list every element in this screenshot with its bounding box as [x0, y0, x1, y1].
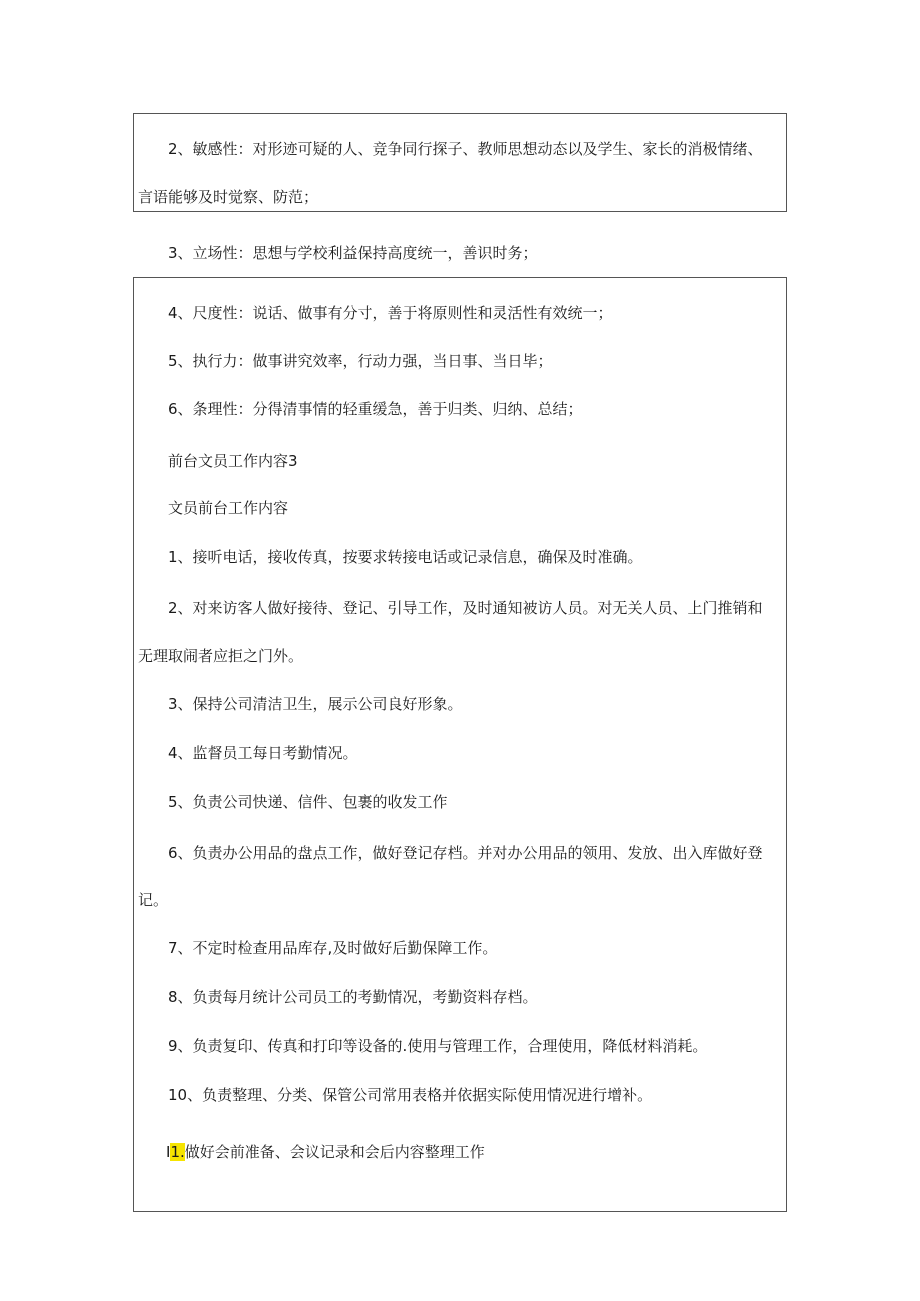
duty-9: 9、负责复印、传真和打印等设备的.使用与管理工作，合理使用，降低材料消耗。 — [168, 1037, 708, 1055]
duty-5: 5、负责公司快递、信件、包裹的收发工作 — [168, 793, 448, 811]
duty-8: 8、负责每月统计公司员工的考勤情况，考勤资料存档。 — [168, 988, 538, 1006]
duty-2-line1: 2、对来访客人做好接待、登记、引导工作，及时通知被访人员。对无关人员、上门推销和 — [168, 599, 763, 617]
duty-2-line2: 无理取闹者应拒之门外。 — [138, 647, 304, 665]
duty-6-line2: 记。 — [138, 891, 169, 909]
duty-11 — [166, 1142, 485, 1162]
paragraph-stance: 3、立场性：思想与学校利益保持高度统一，善识时务； — [168, 244, 538, 262]
paragraph-sensitivity-line1: 2、敏感性：对形迹可疑的人、竞争同行探子、教师思想动态以及学生、家长的消极情绪、 — [168, 140, 763, 158]
section-heading-2: 文员前台工作内容 — [168, 499, 289, 517]
duty-11-text: 做好会前准备、会议记录和会后内容整理工作 — [184, 1143, 485, 1161]
duty-1: 1、接听电话，接收传真，按要求转接电话或记录信息，确保及时准确。 — [168, 548, 643, 566]
duty-4: 4、监督员工每日考勤情况。 — [168, 744, 358, 762]
duty-7: 7、不定时检查用品库存,及时做好后勤保障工作。 — [168, 939, 498, 957]
paragraph-item-4: 4、尺度性：说话、做事有分寸，善于将原则性和灵活性有效统一； — [168, 304, 613, 322]
duty-6-line1: 6、负责办公用品的盘点工作，做好登记存档。并对办公用品的领用、发放、出入库做好登 — [168, 844, 763, 862]
duty-3: 3、保持公司清洁卫生，展示公司良好形象。 — [168, 695, 463, 713]
section-heading-1: 前台文员工作内容3 — [168, 452, 298, 470]
paragraph-sensitivity-line2: 言语能够及时觉察、防范； — [138, 188, 319, 206]
duty-10: 10、负责整理、分类、保管公司常用表格并依据实际使用情况进行增补。 — [168, 1086, 653, 1104]
paragraph-item-6: 6、条理性：分得清事情的轻重缓急，善于归类、归纳、总结； — [168, 400, 583, 418]
duty-11-prefix: I — [166, 1143, 171, 1161]
highlight-mark: 1. — [170, 1143, 185, 1161]
paragraph-item-5: 5、执行力：做事讲究效率，行动力强，当日事、当日毕； — [168, 352, 553, 370]
